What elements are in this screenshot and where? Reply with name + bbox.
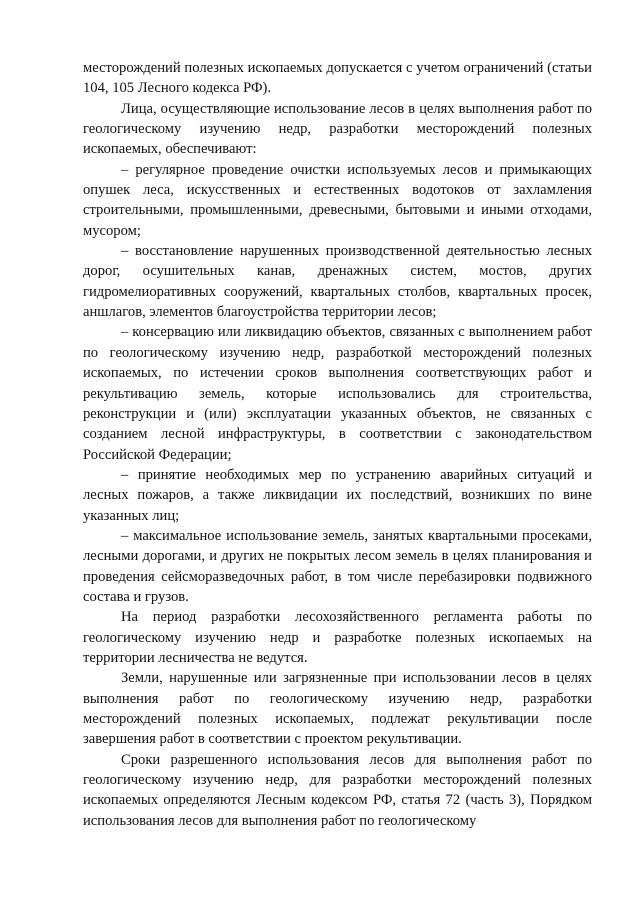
paragraph-regulation-period: На период разработки лесохозяйственного регламента работы по геологическому изучению недр и разработке полезных ископаемых на территории лесничества не ведутся.: [83, 609, 592, 666]
list-item-cleaning: – регулярное проведение очистки используемых лесов и примыкающих опушек леса, искусственных и естественных водотоков от захламления строительными, промышленными, древесными, бытовыми и иными отходами, мусором;: [83, 161, 592, 239]
document-page: [83, 58, 592, 831]
list-item-land-use: – максимальное использование земель, занятых квартальными просеками, лесными дорогами, и других не покрытых лесом земель в целях планирования и проведения сейсморазведочных работ, в том числе перебазировки подвижного состава и грузов.: [83, 527, 592, 605]
paragraph-obligations-intro: Лица, осуществляющие использование лесов в целях выполнения работ по геологическому изучению недр, разработки месторождений полезных ископаемых, обеспечивают:: [83, 100, 592, 158]
list-item-restoration: – восстановление нарушенных производственной деятельностью лесных дорог, осушительных канав, дренажных систем, мостов, других гидромелиоративных сооружений, квартальных столбов, квартальных просек, аншлагов, элементов благоустройства территории лесов;: [83, 243, 592, 321]
list-item-conservation: – консервацию или ликвидацию объектов, связанных с выполнением работ по геологическому изучению недр, разработкой месторождений полезных ископаемых, по истечении сроков выполнения соответствующих работ и рекультивацию земель, которые использовались для строительства, реконструкции и (или) эксплуатации указанных объектов, не связанных с созданием лесной инфраструктуры, в соответствии с законодательством Российской Федерации;: [83, 324, 592, 463]
paragraph-continuation: месторождений полезных ископаемых допускается с учетом ограничений (статьи 104, 105 Лесного кодекса РФ).: [83, 60, 592, 97]
list-item-emergency-measures: – принятие необходимых мер по устранению аварийных ситуаций и лесных пожаров, а также ликвидации их последствий, возникших по вине указанных лиц;: [83, 466, 592, 524]
paragraph-terms: Сроки разрешенного использования лесов для выполнения работ по геологическому изучению недр, для разработки месторождений полезных ископаемых определяются Лесным кодексом РФ, статья 72 (часть 3), Порядком использования лесов для выполнения работ по геологическому: [83, 751, 592, 829]
paragraph-recultivation: Земли, нарушенные или загрязненные при использовании лесов в целях выполнения работ по геологическому изучению недр, разработки месторождений полезных ископаемых, подлежат рекультивации после завершения работ в соответствии с проектом рекультивации.: [83, 670, 592, 748]
